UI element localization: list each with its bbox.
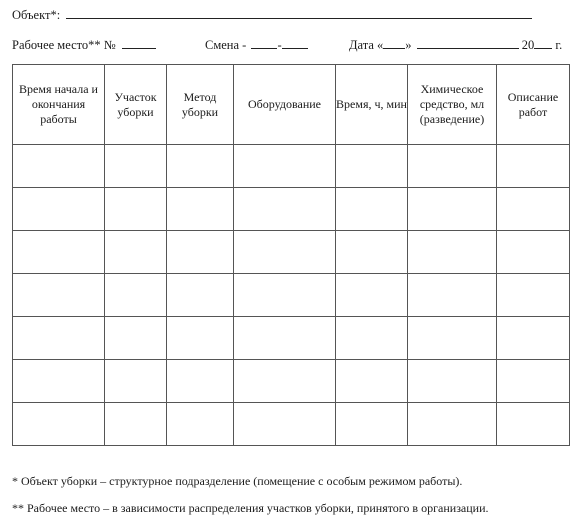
table-cell[interactable] [105,403,167,446]
table-cell[interactable] [167,317,234,360]
table-row [13,403,570,446]
object-field[interactable] [66,6,532,19]
table-cell[interactable] [408,188,497,231]
table-cell[interactable] [234,231,336,274]
table-body [13,145,570,446]
table-cell[interactable] [13,145,105,188]
column-header-description: Описание работ [497,65,570,145]
table-cell[interactable] [167,274,234,317]
workplace-group [12,36,156,53]
column-header-time-start-end: Время начала и окончания работы [13,65,105,145]
table-cell[interactable] [167,145,234,188]
table-cell[interactable] [336,403,408,446]
table-cell[interactable] [105,145,167,188]
date-day-field[interactable] [383,36,405,49]
object-label: Объект*: [12,8,61,22]
table-cell[interactable] [336,317,408,360]
table-cell[interactable] [13,188,105,231]
workplace-line [12,36,577,54]
table-cell[interactable] [408,360,497,403]
table-cell[interactable] [497,360,570,403]
table-cell[interactable] [234,403,336,446]
shift-start-field[interactable] [251,36,277,49]
shift-label: Смена - [205,38,247,52]
date-label: Дата « [349,38,384,52]
year-prefix: 20 [521,38,535,52]
shift-end-field[interactable] [282,36,308,49]
table-header [13,65,570,145]
table-row [13,317,570,360]
object-line [12,6,572,24]
column-header-method: Метод уборки [167,65,234,145]
table-cell[interactable] [167,231,234,274]
table-cell[interactable] [336,274,408,317]
table-row [13,274,570,317]
column-header-equipment: Оборудование [234,65,336,145]
table-cell[interactable] [408,403,497,446]
table-cell[interactable] [408,231,497,274]
table-cell[interactable] [105,360,167,403]
table-row [13,145,570,188]
year-suffix: г. [555,38,563,52]
table-cell[interactable] [13,231,105,274]
date-group [349,36,562,53]
table-cell[interactable] [167,188,234,231]
table-cell[interactable] [336,188,408,231]
table-cell[interactable] [497,188,570,231]
table-cell[interactable] [408,145,497,188]
table-cell[interactable] [234,188,336,231]
date-month-field[interactable] [417,36,519,49]
table-cell[interactable] [497,231,570,274]
table-cell[interactable] [105,231,167,274]
cleaning-journal-table [12,64,570,446]
table-cell[interactable] [105,274,167,317]
table-cell[interactable] [408,274,497,317]
column-header-area: Участок уборки [105,65,167,145]
table-cell[interactable] [336,145,408,188]
table-cell[interactable] [167,403,234,446]
year-field[interactable] [534,36,552,49]
footnote-workplace: ** Рабочее место – в зависимости распределения участков уборки, принятого в организации. [12,501,489,515]
table-cell[interactable] [497,403,570,446]
column-header-duration: Время, ч, мин [336,65,408,145]
table-cell[interactable] [336,231,408,274]
table-cell[interactable] [234,274,336,317]
table-cell[interactable] [105,188,167,231]
workplace-number-field[interactable] [122,36,156,49]
column-header-chemical: Химическое средство, мл (разведение) [408,65,497,145]
table-cell[interactable] [167,360,234,403]
table-cell[interactable] [234,145,336,188]
table-cell[interactable] [234,360,336,403]
table-cell[interactable] [408,317,497,360]
table-row [13,188,570,231]
date-close-quote: » [405,38,412,52]
footnote-object: * Объект уборки – структурное подразделение (помещение с особым режимом работы). [12,474,463,488]
shift-separator: - [277,38,282,52]
table-cell[interactable] [13,317,105,360]
workplace-label: Рабочее место** № [12,38,116,52]
table-cell[interactable] [497,317,570,360]
table-cell[interactable] [234,317,336,360]
table-cell[interactable] [13,360,105,403]
table-row [13,231,570,274]
table-cell[interactable] [497,145,570,188]
table-cell[interactable] [105,317,167,360]
table-cell[interactable] [13,274,105,317]
shift-group [205,36,308,53]
table-cell[interactable] [336,360,408,403]
table-cell[interactable] [497,274,570,317]
table-row [13,360,570,403]
table-cell[interactable] [13,403,105,446]
